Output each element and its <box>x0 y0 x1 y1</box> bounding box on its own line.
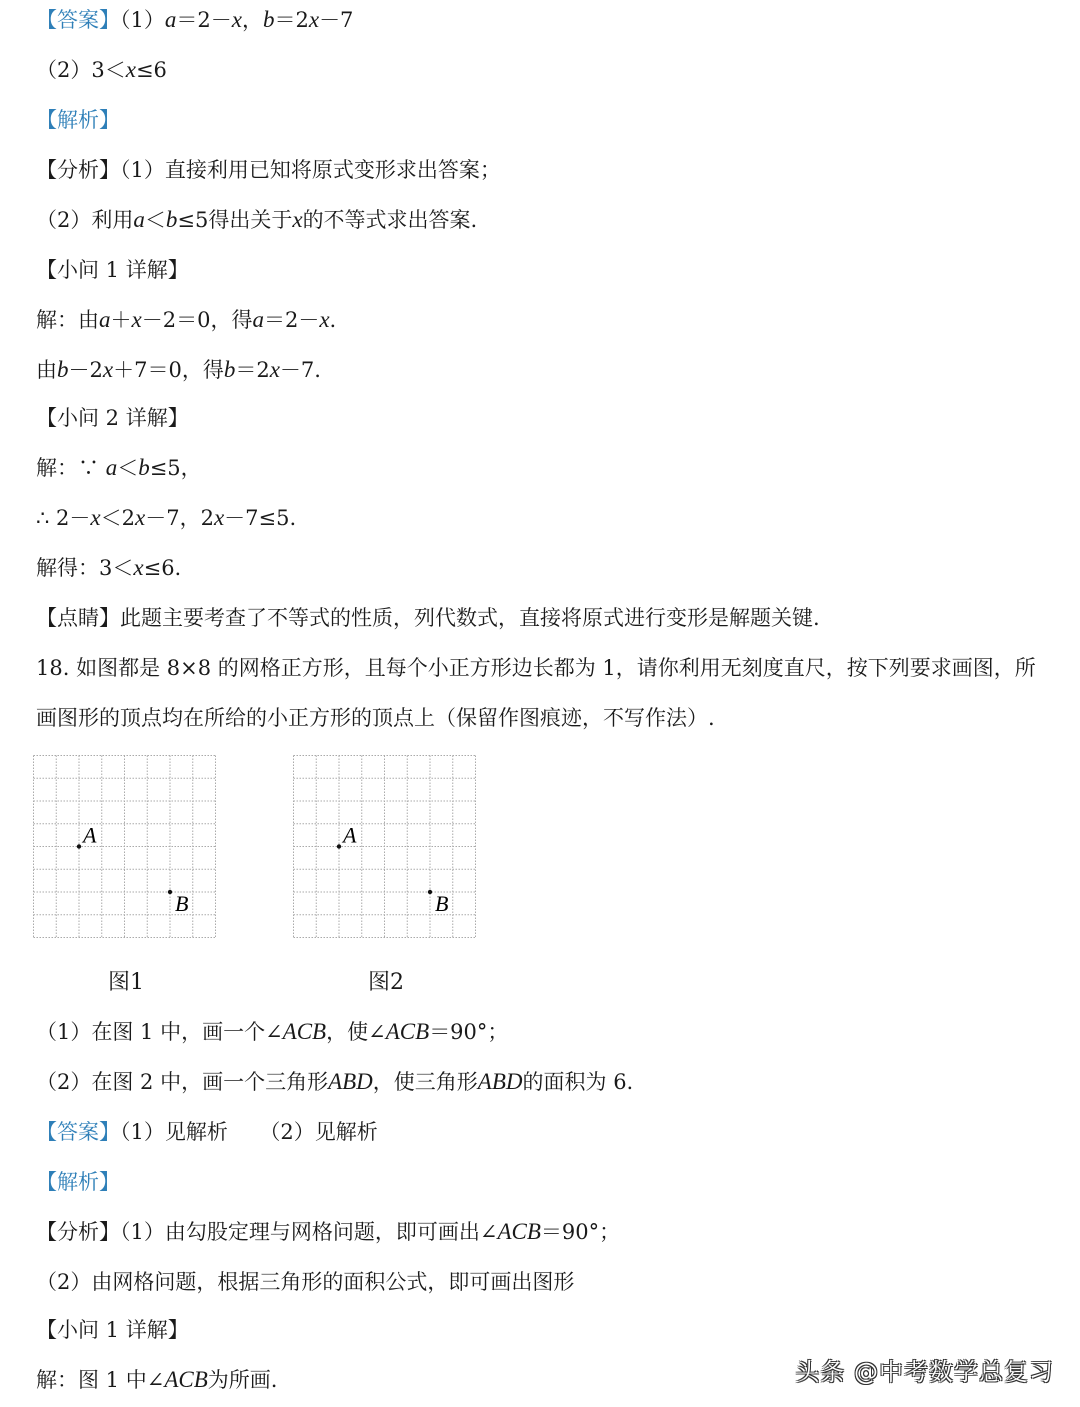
text-segment: －7≤5. <box>224 506 297 530</box>
text-segment: （2）在图 2 中，画一个三角形 <box>36 1070 329 1094</box>
text-segment: 【小问 2 详解】 <box>36 406 189 430</box>
math-variable: ABD <box>477 1069 523 1094</box>
text-segment: ＝90°； <box>540 1220 621 1244</box>
figure-2-label: 图2 <box>368 970 404 995</box>
text-segment: 18. 如图都是 8×8 的网格正方形，且每个小正方形边长都为 1，请你利用无刻度直尺，按下列要求画图，所 <box>36 656 1036 680</box>
math-variable: b <box>262 7 275 32</box>
text-segment: ＋ <box>110 308 132 332</box>
grid-figure-2 <box>293 755 475 937</box>
text-segment: （2）由网格问题，根据三角形的面积公式，即可画出图形 <box>36 1270 575 1294</box>
text-segment: . <box>329 308 337 332</box>
text-segment: ∴ 2－ <box>36 506 91 530</box>
math-variable: a <box>133 207 145 232</box>
text-segment: ≤6. <box>143 556 182 580</box>
text-line <box>36 105 120 135</box>
text-line <box>36 1267 574 1297</box>
text-segment: ＝2 <box>235 358 270 382</box>
text-segment: 为所画. <box>207 1368 278 1392</box>
text-segment: 【小问 1 详解】 <box>36 258 189 282</box>
point-label-A: A <box>343 822 357 848</box>
math-variable: x <box>133 555 144 580</box>
math-variable: x <box>213 505 225 530</box>
text-line <box>36 653 1036 683</box>
point-A <box>77 844 81 848</box>
text-segment: ≤6 <box>135 58 167 82</box>
math-variable: x <box>125 57 136 82</box>
math-variable: a <box>105 455 118 480</box>
point-B <box>428 890 432 894</box>
text-line <box>36 1067 633 1097</box>
text-segment: 由 <box>36 358 57 382</box>
text-segment: ，使三角形 <box>372 1070 478 1094</box>
math-variable: b <box>138 455 150 480</box>
text-line <box>36 703 715 733</box>
math-variable: a <box>164 7 177 32</box>
text-line <box>36 1217 620 1247</box>
watermark: 头条 @中考数学总复习 <box>795 1358 1054 1386</box>
math-variable: ACB <box>164 1367 208 1392</box>
math-variable: x <box>131 307 142 332</box>
math-variable: x <box>319 307 330 332</box>
text-segment: ， <box>241 8 263 32</box>
text-segment: 解：图 1 中∠ <box>36 1368 165 1392</box>
text-line <box>36 1167 120 1197</box>
text-segment: 解：由 <box>36 308 99 332</box>
math-variable: ABD <box>328 1069 373 1094</box>
text-line <box>36 403 189 433</box>
text-line <box>36 355 321 385</box>
text-line <box>36 155 501 185</box>
text-line <box>36 503 296 533</box>
text-segment: ＝2－ <box>263 308 320 332</box>
text-line <box>36 1117 378 1147</box>
text-segment: 画图形的顶点均在所给的小正方形的顶点上（保留作图痕迹，不写作法）. <box>36 706 715 730</box>
section-label: 【答案】 <box>36 1120 120 1144</box>
point-A <box>337 844 341 848</box>
math-variable: ACB <box>385 1019 430 1044</box>
text-segment: 【小问 1 详解】 <box>36 1318 189 1342</box>
math-variable: b <box>165 207 178 232</box>
text-segment: 解得：3＜ <box>36 556 134 580</box>
text-segment: －2＝0，得 <box>141 308 253 332</box>
text-segment: （2）3＜ <box>36 58 126 82</box>
text-line <box>36 1017 508 1047</box>
text-line <box>36 255 189 285</box>
text-segment: －2 <box>68 358 103 382</box>
math-variable: x <box>269 357 280 382</box>
math-variable: x <box>102 357 114 382</box>
text-segment: －7 <box>319 8 354 32</box>
text-segment: （2）利用 <box>36 208 134 232</box>
point-B <box>168 890 172 894</box>
text-segment: －7，2 <box>145 506 214 530</box>
figure-1-label: 图1 <box>108 970 144 995</box>
text-segment: ≤5得出关于 <box>177 208 293 232</box>
section-label: 【解析】 <box>36 108 120 132</box>
math-variable: x <box>90 505 101 530</box>
text-segment: ＜2 <box>100 506 135 530</box>
text-segment: ＝90°； <box>429 1020 509 1044</box>
section-label: 【解析】 <box>36 1170 120 1194</box>
math-variable: x <box>135 505 146 530</box>
point-label-B: B <box>435 891 449 916</box>
text-line <box>36 1315 189 1345</box>
text-line <box>36 55 167 85</box>
math-variable: a <box>252 307 264 332</box>
text-segment: ≤5， <box>149 456 202 480</box>
text-segment: 的不等式求出答案. <box>302 208 478 232</box>
text-segment: ＝2－ <box>176 8 232 32</box>
section-label: 【答案】 <box>36 8 120 32</box>
text-segment: ＝2 <box>274 8 309 32</box>
text-segment: －7. <box>279 358 321 382</box>
text-segment: 【分析】（1）由勾股定理与网格问题，即可画出∠ <box>36 1220 498 1244</box>
text-segment: （1）在图 1 中，画一个∠ <box>36 1020 283 1044</box>
grid-figure-1 <box>33 755 215 937</box>
text-line <box>36 5 353 35</box>
math-variable: b <box>57 357 69 382</box>
math-variable: x <box>308 7 320 32</box>
math-variable: x <box>231 7 242 32</box>
text-line <box>36 453 202 483</box>
math-variable: ACB <box>282 1019 327 1044</box>
text-segment: 【点睛】此题主要考查了不等式的性质，列代数式，直接将原式进行变形是解题关键. <box>36 606 820 630</box>
text-line <box>36 1365 277 1395</box>
text-segment: （1） <box>120 8 165 32</box>
text-segment: ，使∠ <box>326 1020 386 1044</box>
math-variable: x <box>292 207 303 232</box>
math-variable: b <box>223 357 236 382</box>
text-segment: ＋7＝0，得 <box>113 358 224 382</box>
point-label-B: B <box>175 891 189 916</box>
text-line <box>36 603 820 633</box>
text-segment: ＜ <box>117 456 139 480</box>
math-variable: ACB <box>497 1219 541 1244</box>
math-variable: a <box>99 307 111 332</box>
text-line <box>36 553 181 583</box>
text-segment: 解：∵ <box>36 456 106 480</box>
text-line <box>36 205 477 235</box>
text-segment: 【分析】（1）直接利用已知将原式变形求出答案； <box>36 158 501 182</box>
text-segment: ＜ <box>144 208 166 232</box>
point-label-A: A <box>83 822 97 848</box>
text-segment: 的面积为 6. <box>522 1070 634 1094</box>
text-line <box>36 305 336 335</box>
text-segment: （1）见解析 （2）见解析 <box>120 1120 378 1144</box>
